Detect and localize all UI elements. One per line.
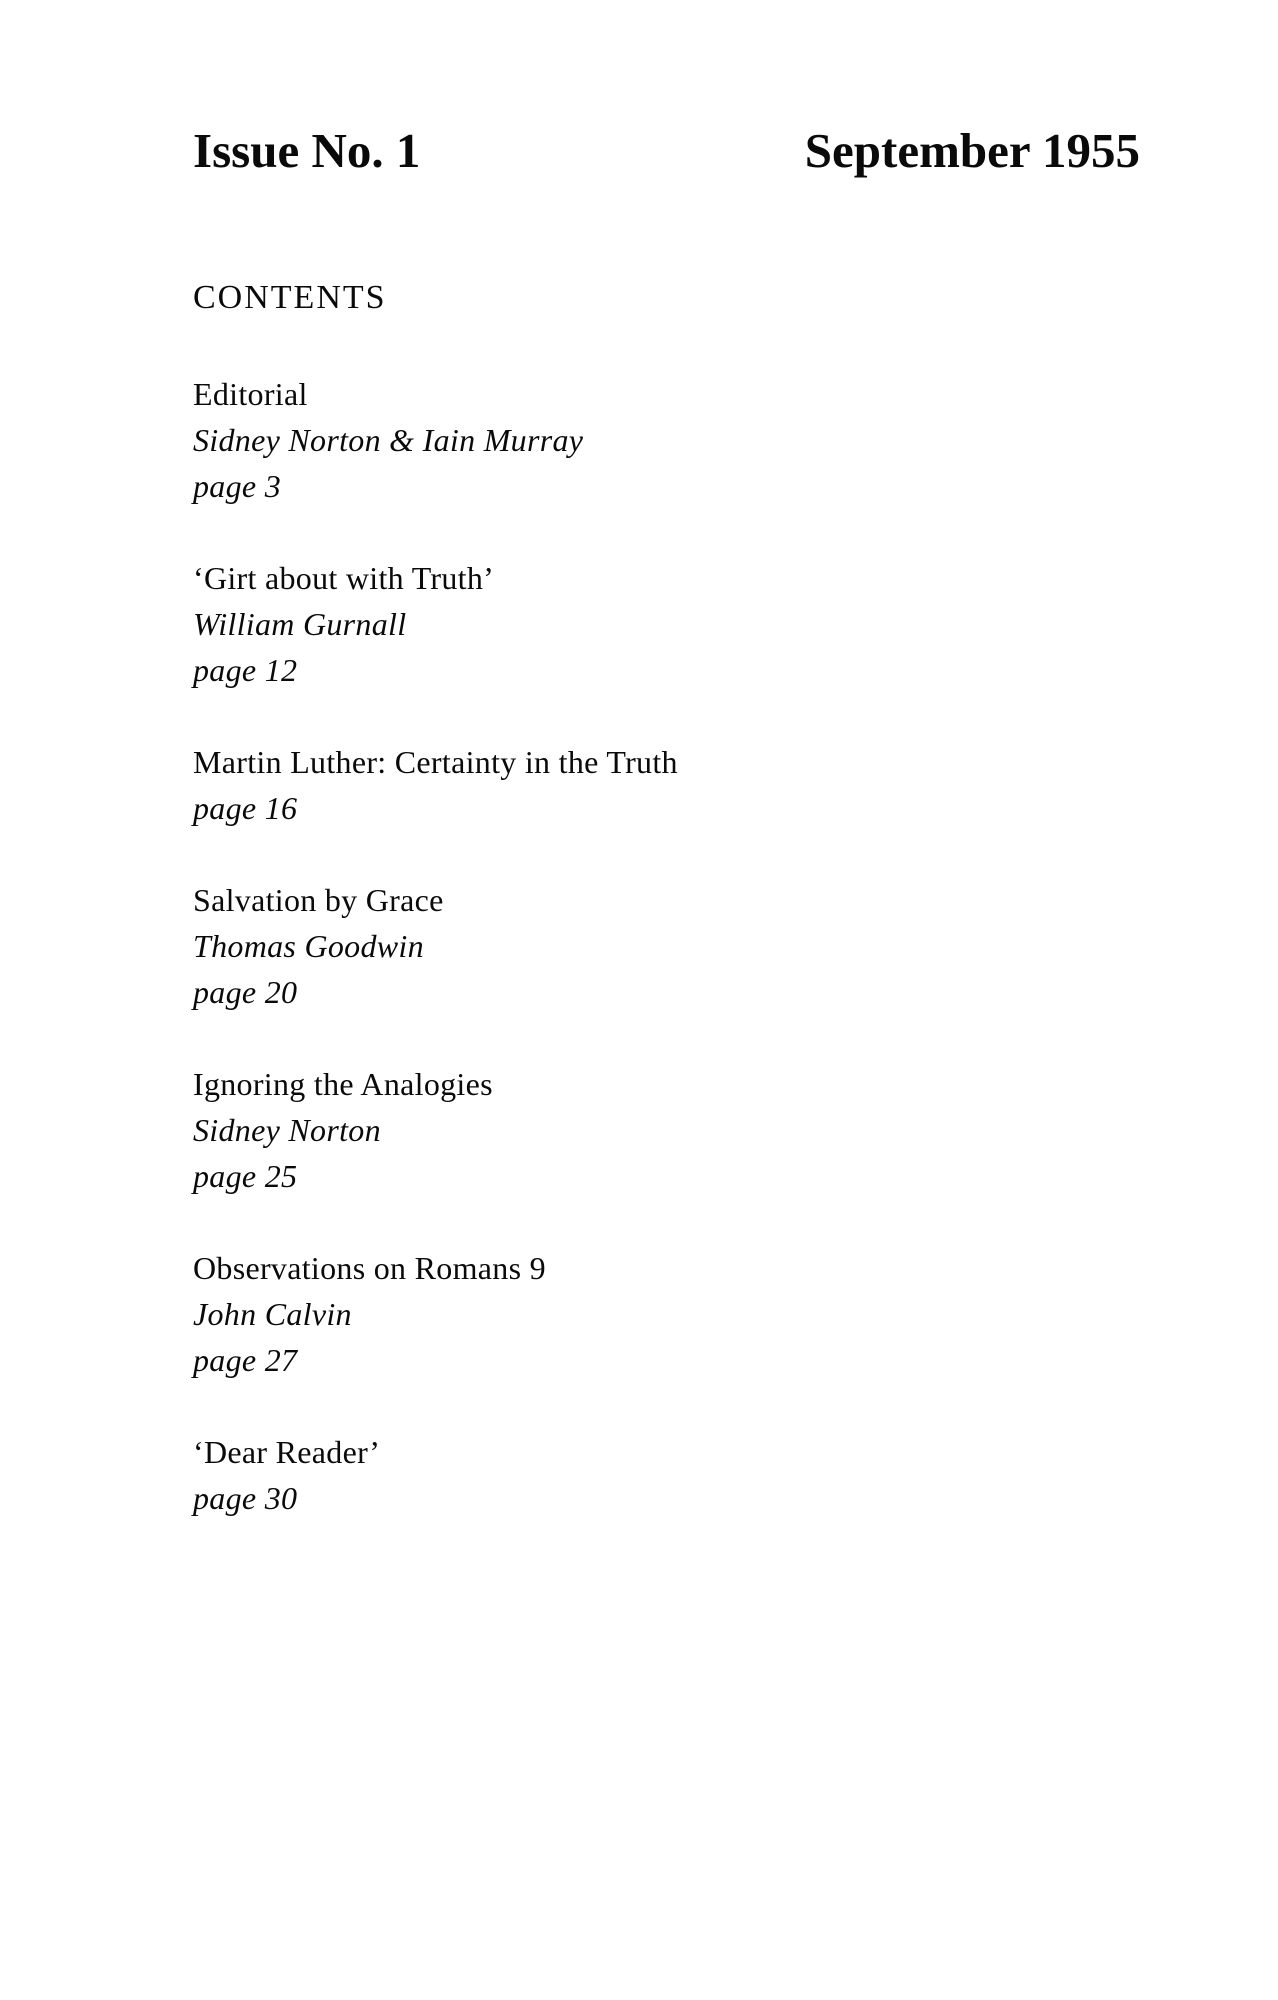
- entry-page: page 20: [193, 974, 298, 1010]
- contents-heading: CONTENTS: [193, 279, 387, 316]
- toc-entry: [193, 371, 1093, 509]
- entry-page: page 3: [193, 468, 282, 504]
- entry-title: Observations on Romans 9: [193, 1250, 546, 1286]
- entry-page: page 12: [193, 652, 298, 688]
- entry-author: William Gurnall: [193, 606, 407, 642]
- entry-page: page 30: [193, 1480, 298, 1516]
- entry-author: Sidney Norton: [193, 1112, 381, 1148]
- issue-date: September 1955: [804, 123, 1140, 178]
- entry-page: page 27: [193, 1342, 298, 1378]
- entry-author: John Calvin: [193, 1296, 352, 1332]
- entry-author: Thomas Goodwin: [193, 928, 424, 964]
- toc-entry: [193, 555, 1093, 693]
- toc-entry: [193, 1245, 1093, 1383]
- issue-number: Issue No. 1: [193, 123, 421, 178]
- entry-page: page 25: [193, 1158, 298, 1194]
- toc-entry: [193, 739, 1093, 831]
- toc-entry: [193, 1429, 1093, 1521]
- entry-title: ‘Dear Reader’: [193, 1434, 381, 1470]
- table-of-contents: [193, 371, 1093, 1521]
- entry-title: Salvation by Grace: [193, 882, 444, 918]
- page-header: [193, 123, 1140, 178]
- toc-entry: [193, 877, 1093, 1015]
- toc-entry: [193, 1061, 1093, 1199]
- entry-title: Martin Luther: Certainty in the Truth: [193, 744, 678, 780]
- entry-title: Ignoring the Analogies: [193, 1066, 493, 1102]
- entry-page: page 16: [193, 790, 298, 826]
- entry-title: Editorial: [193, 376, 308, 412]
- entry-title: ‘Girt about with Truth’: [193, 560, 495, 596]
- entry-author: Sidney Norton & Iain Murray: [193, 422, 584, 458]
